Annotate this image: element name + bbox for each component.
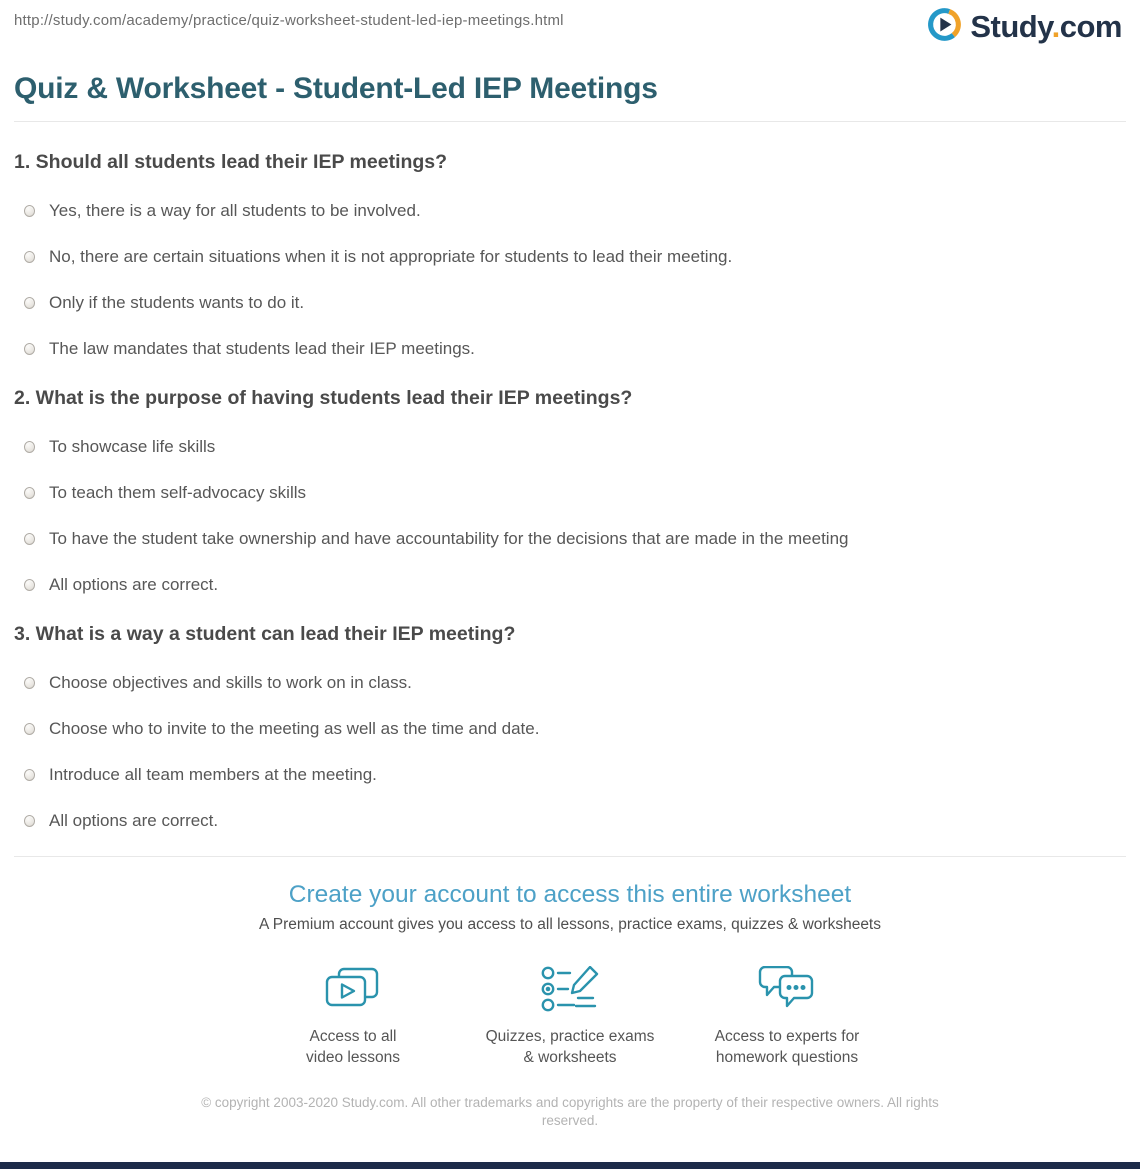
answer-option[interactable]: [14, 292, 1126, 314]
radio-button-icon[interactable]: [24, 487, 35, 499]
answer-option-label: To teach them self-advocacy skills: [49, 483, 306, 502]
quiz-questions: [0, 122, 1140, 832]
answer-option[interactable]: [14, 718, 1126, 740]
answer-option-label: Choose who to invite to the meeting as well as the time and date.: [49, 719, 540, 738]
answer-option[interactable]: [14, 436, 1126, 458]
radio-button-icon[interactable]: [24, 815, 35, 827]
studycom-play-icon: [926, 6, 963, 48]
question-3: [14, 620, 1126, 832]
section-divider: [14, 856, 1126, 857]
answer-option-label: All options are correct.: [49, 811, 219, 830]
studycom-wordmark: Study.com: [970, 9, 1122, 44]
question-1: [14, 148, 1126, 360]
answer-option-label: To showcase life skills: [49, 437, 216, 456]
answer-option[interactable]: [14, 574, 1126, 596]
question-prompt: 1. Should all students lead their IEP meetings?: [14, 151, 448, 173]
answer-option[interactable]: [14, 528, 1126, 550]
answer-option[interactable]: [14, 338, 1126, 360]
video-lessons-icon: [245, 962, 462, 1018]
page-header: [0, 0, 1140, 62]
radio-button-icon[interactable]: [24, 441, 35, 453]
benefit-label: Access to experts for homework questions: [714, 1028, 860, 1066]
benefit-video-lessons: [245, 962, 462, 1068]
answer-option-label: No, there are certain situations when it is not appropriate for students to lead their meeting.: [49, 247, 733, 266]
page-url: http://study.com/academy/practice/quiz-worksheet-student-led-iep-meetings.html: [14, 12, 564, 29]
benefit-label: Quizzes, practice exams & worksheets: [485, 1028, 655, 1066]
premium-subtext: A Premium account gives you access to all lessons, practice exams, quizzes & worksheets: [259, 916, 881, 933]
radio-button-icon[interactable]: [24, 343, 35, 355]
answer-option-label: To have the student take ownership and have accountability for the decisions that are made in the meeting: [49, 529, 849, 548]
benefits-row: [0, 962, 1140, 1068]
answer-option[interactable]: [14, 482, 1126, 504]
studycom-logo[interactable]: [926, 6, 1122, 48]
answer-option-label: Yes, there is a way for all students to be involved.: [49, 201, 421, 220]
footer-bar: [0, 1162, 1140, 1169]
question-prompt: 2. What is the purpose of having students lead their IEP meetings?: [14, 387, 633, 409]
benefit-label: Access to all video lessons: [306, 1028, 400, 1066]
answer-option[interactable]: [14, 764, 1126, 786]
chat-experts-icon: [679, 962, 896, 1018]
benefit-quizzes-worksheets: [462, 962, 679, 1068]
quiz-worksheet-icon: [462, 962, 679, 1018]
radio-button-icon[interactable]: [24, 723, 35, 735]
radio-button-icon[interactable]: [24, 251, 35, 263]
answer-option[interactable]: [14, 200, 1126, 222]
copyright-notice: © copyright 2003-2020 Study.com. All other trademarks and copyrights are the property of their respective owners. All rights reserved.: [201, 1095, 939, 1128]
question-2: [14, 384, 1126, 596]
radio-button-icon[interactable]: [24, 677, 35, 689]
radio-button-icon[interactable]: [24, 297, 35, 309]
question-prompt: 3. What is a way a student can lead their IEP meeting?: [14, 623, 516, 645]
answer-option-label: Introduce all team members at the meeting.: [49, 765, 377, 784]
radio-button-icon[interactable]: [24, 769, 35, 781]
create-account-section: [0, 881, 1140, 934]
radio-button-icon[interactable]: [24, 533, 35, 545]
page-title: Quiz & Worksheet - Student-Led IEP Meetings: [14, 72, 658, 105]
answer-option[interactable]: [14, 810, 1126, 832]
answer-option-label: All options are correct.: [49, 575, 219, 594]
answer-option-label: Only if the students wants to do it.: [49, 293, 305, 312]
radio-button-icon[interactable]: [24, 579, 35, 591]
answer-option-label: Choose objectives and skills to work on in class.: [49, 673, 412, 692]
radio-button-icon[interactable]: [24, 205, 35, 217]
answer-option-label: The law mandates that students lead their IEP meetings.: [49, 339, 475, 358]
answer-option[interactable]: [14, 672, 1126, 694]
answer-option[interactable]: [14, 246, 1126, 268]
create-account-link[interactable]: Create your account to access this entire worksheet: [288, 881, 852, 908]
benefit-expert-help: [679, 962, 896, 1068]
